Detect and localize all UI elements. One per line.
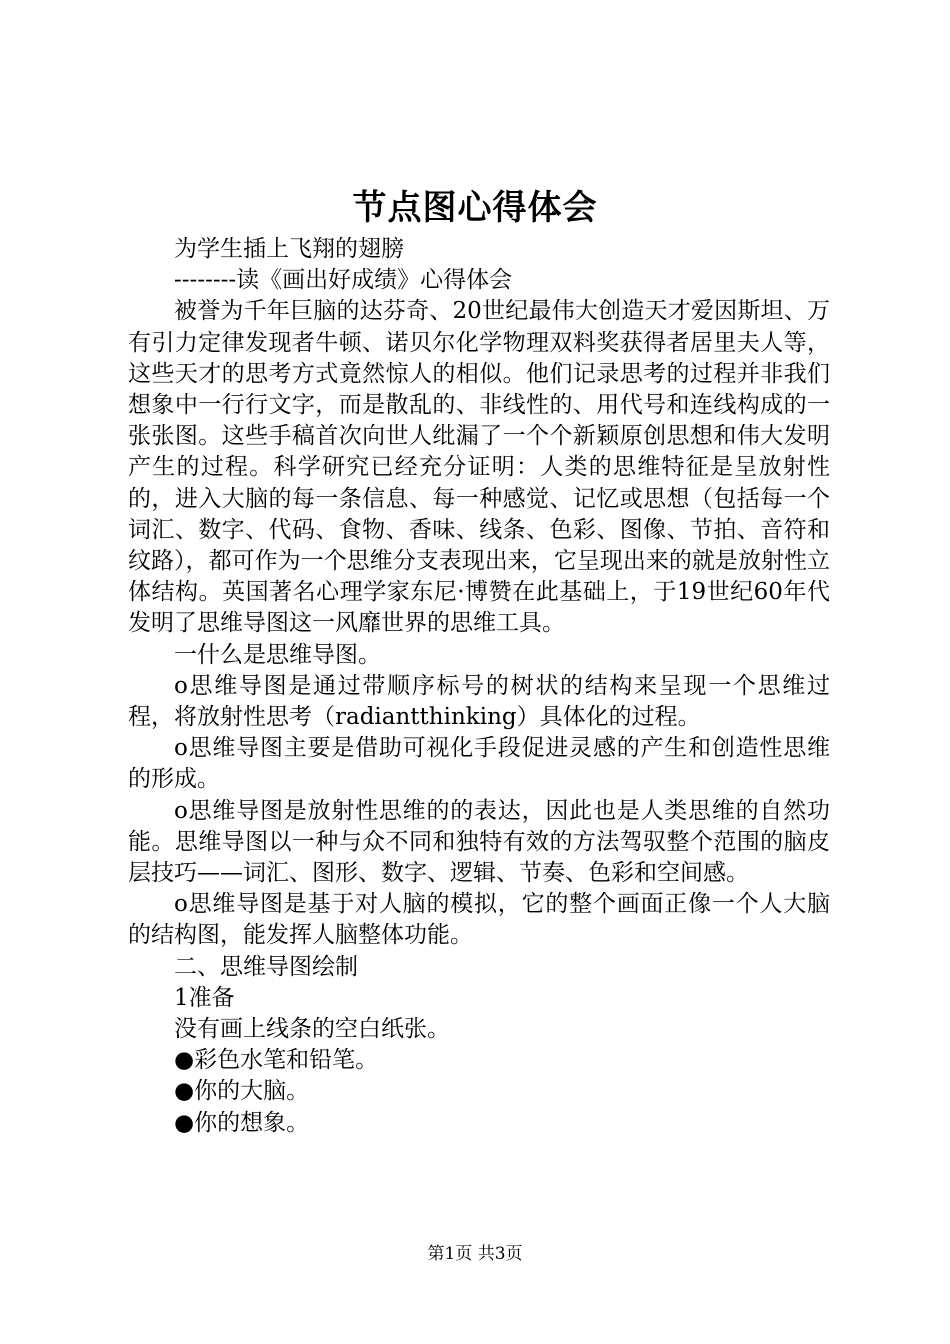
- document-title: 节点图心得体会: [352, 188, 598, 228]
- bullet-paragraph: o思维导图是基于对人脑的模拟，它的整个画面正像一个人大脑的结构图，能发挥人脑整体功能。: [128, 891, 830, 949]
- list-item: ●彩色水笔和铅笔。: [174, 1047, 379, 1074]
- paragraph-intro: 被誉为千年巨脑的达芬奇、20世纪最伟大创造天才爱因斯坦、万有引力定律发现者牛顿、诺贝尔化学物理双料奖获得者居里夫人等，这些天才的思考方式竟然惊人的相似。他们记录思考的过程并非我们想象中一行行文字，而是散乱的、非线性的、用代号和连线构成的一张张图。这些手稿首次向世人纰漏了一个个新颖原创思想和伟大发明产生的过程。科学研究已经充分证明：人类的思维特征是呈放射性的，进入大脑的每一条信息、每一种感觉、记忆或思想（包括每一个词汇、数字、代码、食物、香味、线条、色彩、图像、节拍、音符和纹路），都可作为一个思维分支表现出来，它呈现出来的就是放射性立体结构。英国著名心理学家东尼·博赞在此基础上，于19世纪60年代发明了思维导图这一风靡世界的思维工具。: [128, 298, 830, 637]
- bullet-paragraph: o思维导图主要是借助可视化手段促进灵感的产生和创造性思维的形成。: [128, 735, 830, 793]
- page-footer: 第1页 共3页: [427, 1244, 523, 1264]
- list-item: ●你的大脑。: [174, 1078, 310, 1105]
- bullet-paragraph: o思维导图是通过带顺序标号的树状的结构来呈现一个思维过程，将放射性思考（radiantthinking）具体化的过程。: [128, 672, 830, 731]
- bullet-paragraph: o思维导图是放射性思维的的表达，因此也是人类思维的自然功能。思维导图以一种与众不同和独特有效的方法驾驭整个范围的脑皮层技巧——词汇、图形、数字、逻辑、节奏、色彩和空间感。: [128, 797, 830, 887]
- list-item: 没有画上线条的空白纸张。: [174, 1016, 450, 1043]
- document-body: [128, 234, 830, 1139]
- paragraph-subtitle: 为学生插上飞翔的翅膀: [174, 236, 404, 262]
- list-item: ●你的想象。: [174, 1109, 310, 1136]
- subsection-heading-prepare: 1准备: [174, 984, 235, 1011]
- paragraph-subheading: --------读《画出好成绩》心得体会: [174, 267, 513, 294]
- section-heading-drawing: 二、思维导图绘制: [174, 953, 358, 980]
- section-heading-what-is: 一什么是思维导图。: [174, 641, 381, 668]
